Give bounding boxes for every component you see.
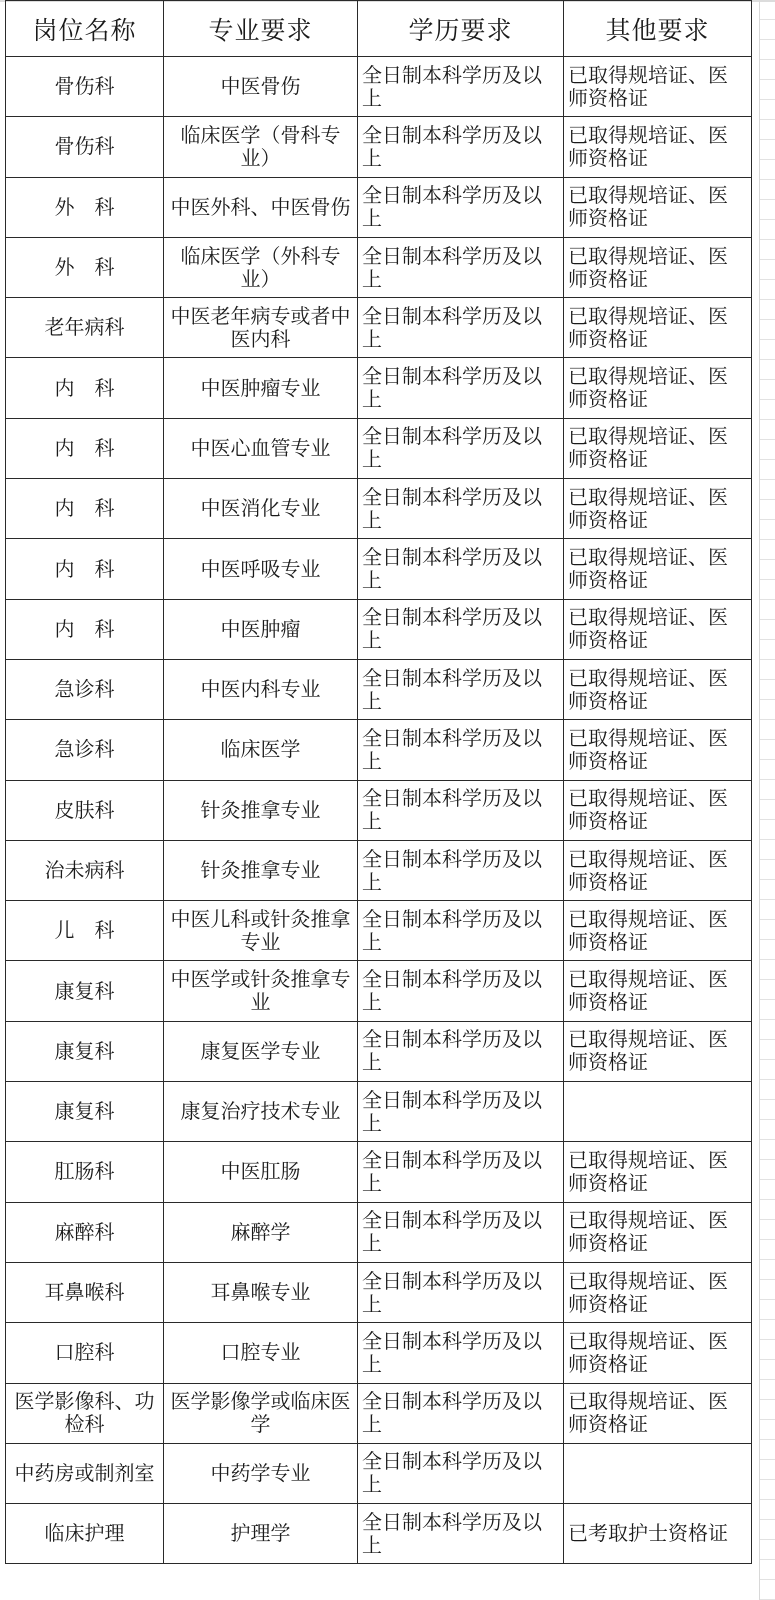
table-row [6, 1323, 752, 1383]
table-row [6, 659, 752, 719]
cell-major-requirement[interactable]: 中医心血管专业 [164, 418, 358, 478]
cell-other-requirement[interactable]: 已取得规培证、医师资格证 [564, 1202, 752, 1262]
cell-education-requirement[interactable]: 全日制本科学历及以上 [358, 599, 564, 659]
cell-post-name[interactable]: 医学影像科、功检科 [6, 1383, 164, 1443]
cell-education-requirement[interactable]: 全日制本科学历及以上 [358, 358, 564, 418]
cell-other-requirement[interactable]: 已取得规培证、医师资格证 [564, 780, 752, 840]
cell-post-name[interactable]: 内 科 [6, 358, 164, 418]
cell-other-requirement[interactable]: 已取得规培证、医师资格证 [564, 1262, 752, 1322]
cell-other-requirement[interactable]: 已取得规培证、医师资格证 [564, 117, 752, 177]
cell-post-name[interactable]: 儿 科 [6, 901, 164, 961]
cell-education-requirement[interactable]: 全日制本科学历及以上 [358, 539, 564, 599]
cell-post-name[interactable]: 康复科 [6, 961, 164, 1021]
cell-other-requirement[interactable]: 已取得规培证、医师资格证 [564, 1323, 752, 1383]
cell-education-requirement[interactable]: 全日制本科学历及以上 [358, 298, 564, 358]
cell-other-requirement[interactable]: 已取得规培证、医师资格证 [564, 1021, 752, 1081]
cell-major-requirement[interactable]: 口腔专业 [164, 1323, 358, 1383]
header-major-requirement[interactable]: 专业要求 [164, 1, 358, 57]
cell-major-requirement[interactable]: 临床医学（骨科专业） [164, 117, 358, 177]
cell-post-name[interactable]: 内 科 [6, 418, 164, 478]
table-row [6, 1443, 752, 1503]
cell-education-requirement[interactable]: 全日制本科学历及以上 [358, 57, 564, 117]
cell-other-requirement[interactable]: 已取得规培证、医师资格证 [564, 659, 752, 719]
cell-post-name[interactable]: 中药房或制剂室 [6, 1443, 164, 1503]
cell-post-name[interactable]: 肛肠科 [6, 1142, 164, 1202]
cell-major-requirement[interactable]: 护理学 [164, 1504, 358, 1564]
cell-post-name[interactable]: 临床护理 [6, 1504, 164, 1564]
table-row [6, 1021, 752, 1081]
cell-education-requirement[interactable]: 全日制本科学历及以上 [358, 1323, 564, 1383]
cell-other-requirement[interactable]: 已取得规培证、医师资格证 [564, 418, 752, 478]
table-row [6, 1082, 752, 1142]
cell-other-requirement[interactable] [564, 1082, 752, 1142]
cell-major-requirement[interactable]: 康复治疗技术专业 [164, 1082, 358, 1142]
cell-major-requirement[interactable]: 中医肿瘤专业 [164, 358, 358, 418]
cell-major-requirement[interactable]: 中医骨伤 [164, 57, 358, 117]
cell-post-name[interactable]: 治未病科 [6, 840, 164, 900]
cell-other-requirement[interactable]: 已考取护士资格证 [564, 1504, 752, 1564]
cell-major-requirement[interactable]: 中医学或针灸推拿专业 [164, 961, 358, 1021]
cell-other-requirement[interactable] [564, 1443, 752, 1503]
cell-post-name[interactable]: 内 科 [6, 539, 164, 599]
cell-major-requirement[interactable]: 耳鼻喉专业 [164, 1262, 358, 1322]
cell-education-requirement[interactable]: 全日制本科学历及以上 [358, 780, 564, 840]
table-row [6, 358, 752, 418]
cell-education-requirement[interactable]: 全日制本科学历及以上 [358, 237, 564, 297]
cell-education-requirement[interactable]: 全日制本科学历及以上 [358, 1202, 564, 1262]
cell-other-requirement[interactable]: 已取得规培证、医师资格证 [564, 298, 752, 358]
table-row [6, 479, 752, 539]
cell-post-name[interactable]: 骨伤科 [6, 57, 164, 117]
cell-education-requirement[interactable]: 全日制本科学历及以上 [358, 1504, 564, 1564]
cell-major-requirement[interactable]: 针灸推拿专业 [164, 840, 358, 900]
table-row [6, 1383, 752, 1443]
table-row [6, 599, 752, 659]
table-header-row [6, 1, 752, 57]
cell-major-requirement[interactable]: 中药学专业 [164, 1443, 358, 1503]
cell-other-requirement[interactable]: 已取得规培证、医师资格证 [564, 539, 752, 599]
table-row [6, 539, 752, 599]
table-row [6, 720, 752, 780]
cell-education-requirement[interactable]: 全日制本科学历及以上 [358, 840, 564, 900]
cell-post-name[interactable]: 麻醉科 [6, 1202, 164, 1262]
cell-post-name[interactable]: 皮肤科 [6, 780, 164, 840]
table-row [6, 177, 752, 237]
cell-major-requirement[interactable]: 临床医学 [164, 720, 358, 780]
cell-other-requirement[interactable]: 已取得规培证、医师资格证 [564, 840, 752, 900]
cell-major-requirement[interactable]: 临床医学（外科专业） [164, 237, 358, 297]
cell-education-requirement[interactable]: 全日制本科学历及以上 [358, 1383, 564, 1443]
cell-post-name[interactable]: 内 科 [6, 599, 164, 659]
table-row [6, 298, 752, 358]
table-row [6, 57, 752, 117]
cell-other-requirement[interactable]: 已取得规培证、医师资格证 [564, 720, 752, 780]
recruitment-requirements-table [5, 0, 752, 1564]
cell-education-requirement[interactable]: 全日制本科学历及以上 [358, 901, 564, 961]
cell-major-requirement[interactable]: 康复医学专业 [164, 1021, 358, 1081]
header-post-name[interactable]: 岗位名称 [6, 1, 164, 57]
cell-major-requirement[interactable]: 医学影像学或临床医学 [164, 1383, 358, 1443]
cell-post-name[interactable]: 康复科 [6, 1021, 164, 1081]
cell-major-requirement[interactable]: 中医呼吸专业 [164, 539, 358, 599]
cell-major-requirement[interactable]: 中医肛肠 [164, 1142, 358, 1202]
cell-other-requirement[interactable]: 已取得规培证、医师资格证 [564, 237, 752, 297]
cell-education-requirement[interactable]: 全日制本科学历及以上 [358, 961, 564, 1021]
cell-major-requirement[interactable]: 中医外科、中医骨伤 [164, 177, 358, 237]
cell-post-name[interactable]: 急诊科 [6, 720, 164, 780]
cell-other-requirement[interactable]: 已取得规培证、医师资格证 [564, 177, 752, 237]
cell-other-requirement[interactable]: 已取得规培证、医师资格证 [564, 57, 752, 117]
cell-major-requirement[interactable]: 中医内科专业 [164, 659, 358, 719]
cell-post-name[interactable]: 老年病科 [6, 298, 164, 358]
table-row [6, 901, 752, 961]
table-row [6, 418, 752, 478]
cell-education-requirement[interactable]: 全日制本科学历及以上 [358, 117, 564, 177]
table-row [6, 1262, 752, 1322]
header-education-requirement[interactable]: 学历要求 [358, 1, 564, 57]
table-body [6, 57, 752, 1564]
table-row [6, 117, 752, 177]
table-row [6, 1504, 752, 1564]
cell-education-requirement[interactable]: 全日制本科学历及以上 [358, 1021, 564, 1081]
table-row [6, 1202, 752, 1262]
cell-education-requirement[interactable]: 全日制本科学历及以上 [358, 659, 564, 719]
table-row [6, 1142, 752, 1202]
cell-other-requirement[interactable]: 已取得规培证、医师资格证 [564, 1142, 752, 1202]
cell-other-requirement[interactable]: 已取得规培证、医师资格证 [564, 479, 752, 539]
cell-education-requirement[interactable]: 全日制本科学历及以上 [358, 1142, 564, 1202]
cell-other-requirement[interactable]: 已取得规培证、医师资格证 [564, 358, 752, 418]
cell-post-name[interactable]: 耳鼻喉科 [6, 1262, 164, 1322]
cell-other-requirement[interactable]: 已取得规培证、医师资格证 [564, 1383, 752, 1443]
header-other-requirement[interactable]: 其他要求 [564, 1, 752, 57]
cell-post-name[interactable]: 外 科 [6, 177, 164, 237]
cell-post-name[interactable]: 急诊科 [6, 659, 164, 719]
cell-post-name[interactable]: 康复科 [6, 1082, 164, 1142]
cell-major-requirement[interactable]: 麻醉学 [164, 1202, 358, 1262]
cell-education-requirement[interactable]: 全日制本科学历及以上 [358, 418, 564, 478]
cell-education-requirement[interactable]: 全日制本科学历及以上 [358, 177, 564, 237]
table-row [6, 237, 752, 297]
cell-post-name[interactable]: 内 科 [6, 479, 164, 539]
cell-post-name[interactable]: 外 科 [6, 237, 164, 297]
table-row [6, 961, 752, 1021]
cell-education-requirement[interactable]: 全日制本科学历及以上 [358, 479, 564, 539]
cell-major-requirement[interactable]: 中医消化专业 [164, 479, 358, 539]
cell-major-requirement[interactable]: 中医肿瘤 [164, 599, 358, 659]
cell-other-requirement[interactable]: 已取得规培证、医师资格证 [564, 901, 752, 961]
cell-major-requirement[interactable]: 中医老年病专或者中医内科 [164, 298, 358, 358]
cell-other-requirement[interactable]: 已取得规培证、医师资格证 [564, 599, 752, 659]
cell-education-requirement[interactable]: 全日制本科学历及以上 [358, 1262, 564, 1322]
cell-other-requirement[interactable]: 已取得规培证、医师资格证 [564, 961, 752, 1021]
cell-post-name[interactable]: 口腔科 [6, 1323, 164, 1383]
cell-major-requirement[interactable]: 中医儿科或针灸推拿专业 [164, 901, 358, 961]
table-row [6, 780, 752, 840]
cell-education-requirement[interactable]: 全日制本科学历及以上 [358, 720, 564, 780]
cell-education-requirement[interactable]: 全日制本科学历及以上 [358, 1443, 564, 1503]
cell-post-name[interactable]: 骨伤科 [6, 117, 164, 177]
sheet-right-gridlines [759, 0, 775, 1600]
cell-major-requirement[interactable]: 针灸推拿专业 [164, 780, 358, 840]
cell-education-requirement[interactable]: 全日制本科学历及以上 [358, 1082, 564, 1142]
table-row [6, 840, 752, 900]
